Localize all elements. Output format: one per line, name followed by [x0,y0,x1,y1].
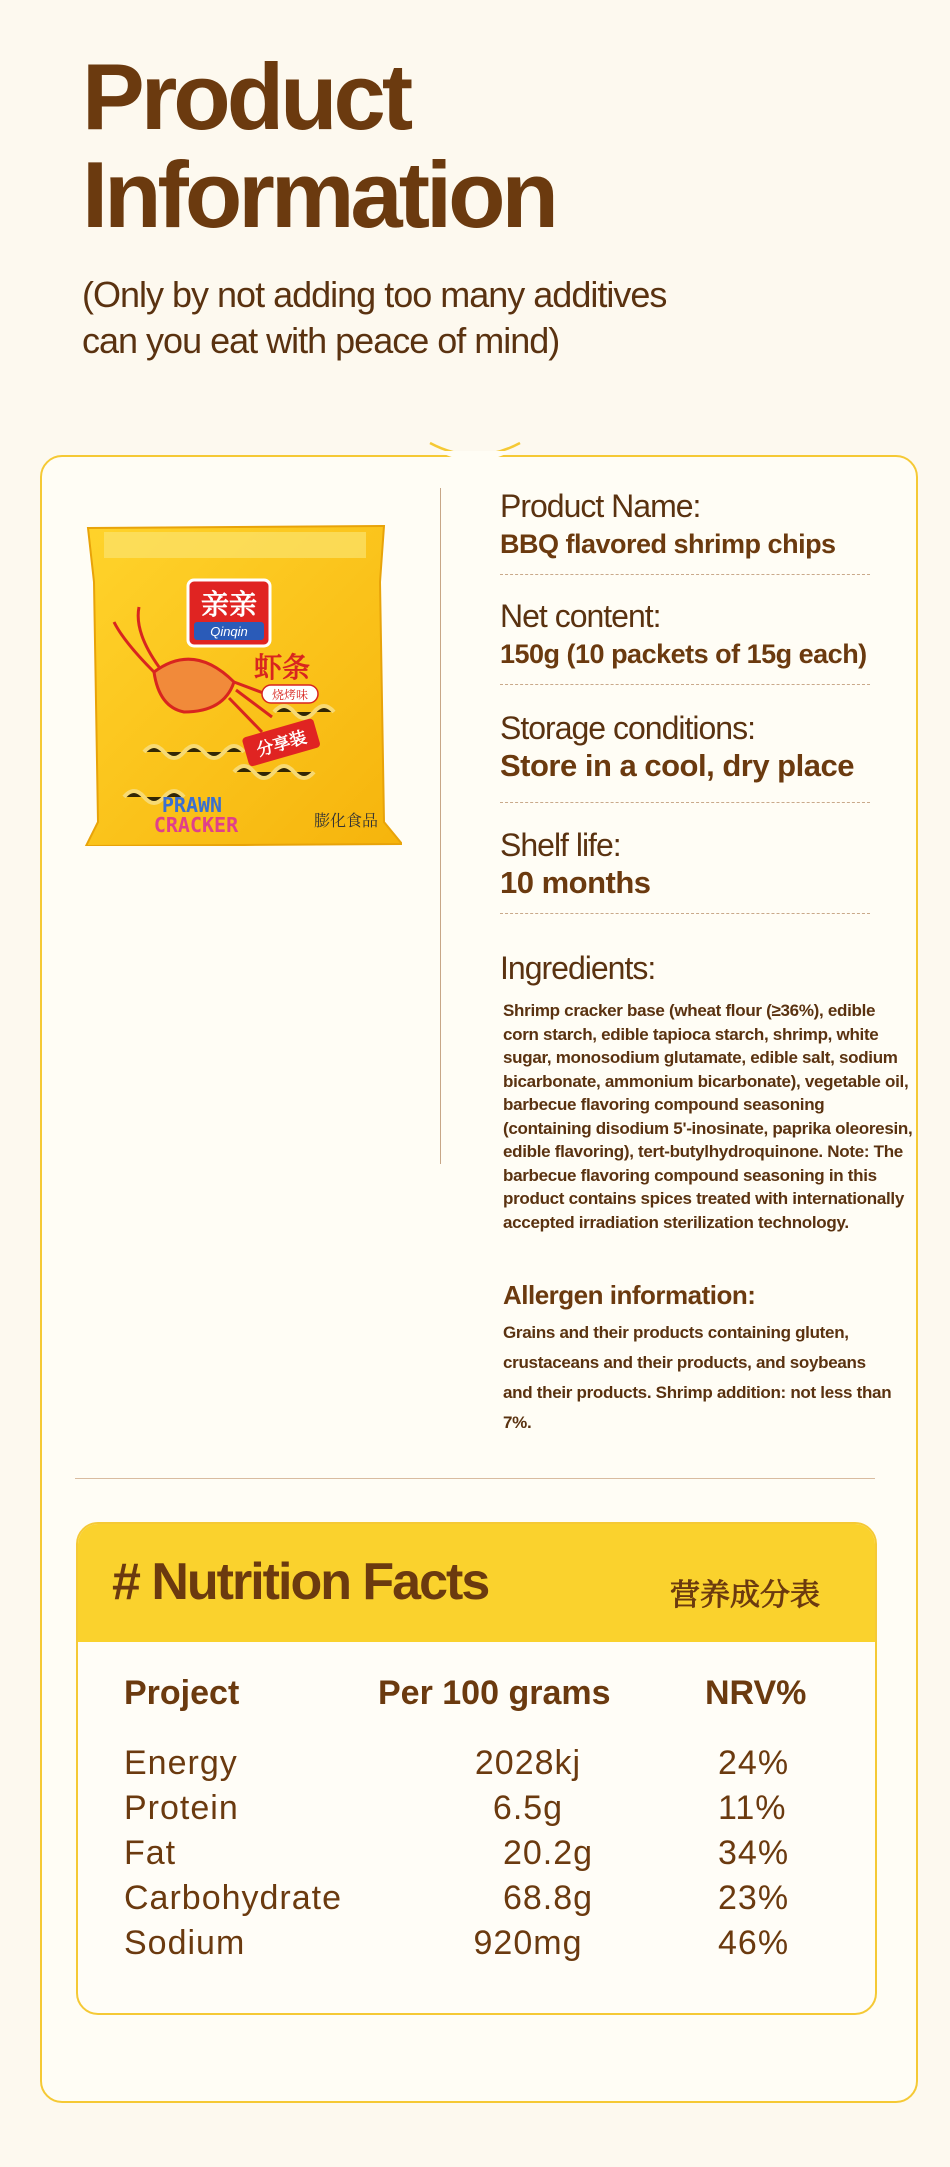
nutrient-name: Energy [124,1744,238,1782]
nutrient-nrv: 34% [718,1834,790,1872]
product-package-image [84,522,402,846]
page-subtitle: (Only by not adding too many additives can you eat with peace of mind) [82,274,667,361]
shelf-life-value: 10 months [500,865,651,900]
ingredients-label: Ingredients: [500,950,656,986]
nutrient-amount: 2028kj [474,1744,582,1782]
nutrition-title-cn: 营养成分表 [670,1579,820,1612]
net-content-label: Net content: [500,598,661,634]
package-brand-latin: Qinqin [210,624,248,639]
column-header-project: Project [124,1674,240,1712]
column-header-per-100g: Per 100 grams [378,1674,611,1712]
card-notch-decoration [428,441,522,469]
nutrient-nrv: 46% [718,1924,790,1962]
table-row [78,1876,875,1920]
nutrient-amount: 6.5g [492,1789,564,1827]
nutrition-facts-panel [76,1522,877,2015]
column-divider [440,488,441,1164]
nutrition-header [78,1524,875,1642]
nutrient-name: Protein [124,1789,239,1827]
nutrient-amount: 920mg [473,1924,583,1962]
nutrient-name: Fat [124,1834,177,1872]
row-separator [500,913,870,914]
ingredients-text: Shrimp cracker base (wheat flour (≥36%), edible corn starch, edible tapioca starch, shrimp, white sugar, monosodium glutamate, edible salt, sodium bicarbonate, ammonium bicarbonate), vegetable oil, barbecue flavoring compound seasoning (containing disodium 5'-inosinate, paprika oleoresin, edible flavoring), tert-butylhydroquinone. Note: The barbecue flavoring compound seasoning in this product contains spices treated with internationally accepted irradiation sterilization technology. [503,1001,913,1232]
nutrient-nrv: 11% [718,1789,787,1827]
table-row [78,1741,875,1785]
product-name-value: BBQ flavored shrimp chips [500,529,836,559]
package-text-cracker: CRACKER [153,813,239,837]
package-text-prawn: PRAWN [161,793,223,817]
row-separator [500,684,870,685]
nutrient-nrv: 23% [718,1879,790,1917]
package-category: 膨化食品 [313,811,379,830]
net-content-value: 150g (10 packets of 15g each) [500,639,867,669]
allergen-text: Grains and their products containing gluten, crustaceans and their products, and soybeans and their products. Shrimp addition: not less than 7%. [503,1323,892,1432]
package-product-name: 虾条 [254,651,311,684]
product-name-label: Product Name: [500,488,701,524]
shelf-life-row [500,825,870,914]
allergen-label: Allergen information: [503,1280,756,1310]
column-header-nrv: NRV% [705,1674,807,1712]
ingredients-row [500,948,870,988]
product-name-row [500,486,870,575]
package-flavor: 烧烤味 [271,688,309,702]
nutrient-name: Sodium [124,1924,246,1962]
section-divider [75,1478,875,1479]
net-content-row [500,596,870,685]
storage-value: Store in a cool, dry place [500,748,854,783]
nutrient-name: Carbohydrate [124,1879,343,1917]
nutrient-nrv: 24% [718,1744,790,1782]
page-title: Product Information [82,44,555,247]
nutrient-amount: 20.2g [502,1834,594,1872]
row-separator [500,574,870,575]
package-share-badge: 分享装 [254,727,310,761]
package-brand: 亲亲 [200,588,258,621]
row-separator [500,802,870,803]
shelf-life-label: Shelf life: [500,827,621,863]
table-row [78,1786,875,1830]
table-row [78,1831,875,1875]
nutrition-title: # Nutrition Facts [112,1553,489,1611]
storage-row [500,708,870,803]
storage-label: Storage conditions: [500,710,755,746]
table-row [78,1921,875,1965]
nutrient-amount: 68.8g [502,1879,594,1917]
